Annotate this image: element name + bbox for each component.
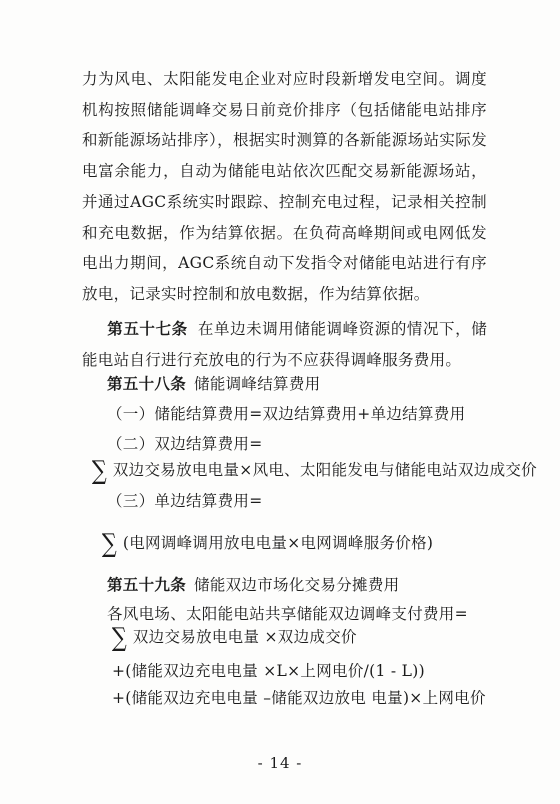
article-59-line1: 各风电场、太阳能电站共享储能双边调峰支付费用=	[107, 605, 468, 623]
article-58-heading: 第五十八条	[107, 374, 187, 393]
article-58-title-line	[107, 374, 320, 394]
article-58-title: 储能调峰结算费用	[194, 375, 321, 393]
article-58-formula3: (电网调峰调用放电电量×电网调峰服务价格)	[122, 534, 434, 552]
article-59-title: 储能双边市场化交易分摊费用	[194, 576, 400, 594]
article-58-formula2-line	[90, 456, 537, 486]
article-59-line2: 双边交易放电电量 ×双边成交价	[132, 628, 357, 646]
article-59-line2-row	[110, 623, 357, 653]
article-59-heading: 第五十九条	[107, 575, 187, 594]
article-57-text: 在单边未调用储能调峰资源的情况下，储能电站自行进行充放电的行为不应获得调峰服务费用。	[82, 320, 487, 369]
article-58-formula2: 双边交易放电电量×风电、太阳能发电与储能电站双边成交价	[112, 461, 537, 479]
sigma-symbol: ∑	[111, 623, 127, 653]
sigma-symbol: ∑	[101, 529, 117, 559]
article-58-item1: （一）储能结算费用=双边结算费用+单边结算费用	[107, 405, 466, 423]
article-59-title-line	[107, 575, 399, 595]
intro-paragraph: 力为风电、太阳能发电企业对应时段新增发电空间。调度机构按照储能调峰交易日前竞价排序（包括储能电站排序和新能源场站排序），根据实时测算的各新能源场站实际发电富余能力，自动为储能电站依次匹配交易新能源场站，并通过AGC系统实时跟踪、控制充电过程，记录相关控制和充电数据，作为结算依据。在负荷高峰期间或电网低发电出力期间，AGC系统自动下发指令对储能电站进行有序放电，记录实时控制和放电数据，作为结算依据。	[82, 70, 487, 303]
article-57	[82, 314, 487, 375]
article-59-line4: +(储能双边充电电量 –储能双边放电 电量)×上网电价	[112, 689, 486, 707]
sigma-symbol: ∑	[91, 456, 107, 486]
article-58-item2: （二）双边结算费用=	[107, 435, 263, 453]
article-58-item3: （三）单边结算费用=	[107, 492, 263, 510]
page-number: - 14 -	[257, 754, 303, 772]
article-57-heading: 第五十七条	[107, 319, 188, 338]
article-58-formula3-line	[100, 529, 434, 559]
article-59-line3: +(储能双边充电电量 ×L×上网电价/(1 - L))	[112, 662, 425, 680]
